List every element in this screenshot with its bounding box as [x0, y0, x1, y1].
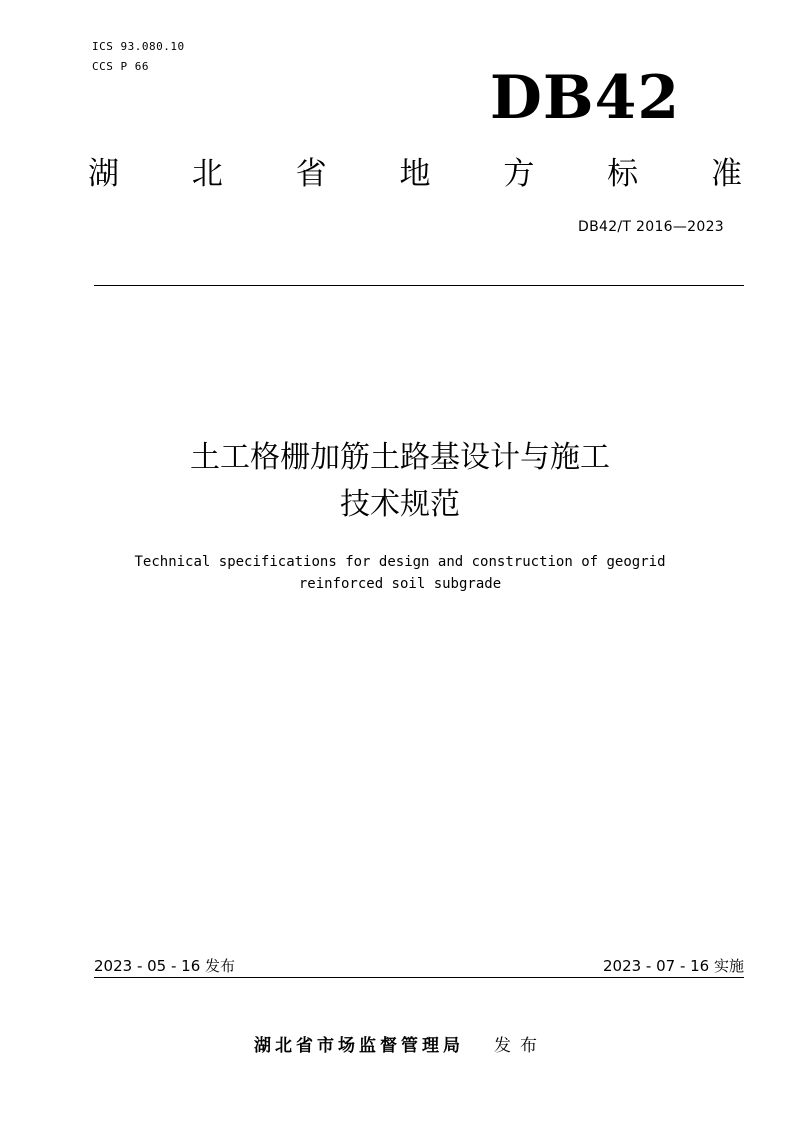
header-divider — [94, 285, 744, 286]
standard-number: DB42/T 2016—2023 — [578, 219, 724, 235]
title-cn-line1: 土工格栅加筋土路基设计与施工 — [190, 440, 610, 475]
ics-code: ICS 93.080.10 — [92, 40, 185, 53]
standard-type-heading — [88, 152, 742, 196]
db42-logo: DB42 — [489, 63, 681, 133]
standard-type-char: 标 — [607, 156, 639, 192]
standard-type-char: 北 — [191, 156, 223, 192]
standard-type-char: 湖 — [88, 156, 119, 192]
standard-type-char: 方 — [503, 156, 535, 192]
implementation-date: 2023 - 07 - 16 实施 — [602, 957, 744, 975]
ccs-code: CCS P 66 — [92, 60, 149, 73]
title-en-line2: reinforced soil subgrade — [298, 576, 502, 592]
publisher-line — [0, 1031, 800, 1056]
publisher-action: 发布 — [494, 1036, 546, 1056]
publisher-org: 湖北省市场监督管理局 — [254, 1036, 464, 1056]
standard-type-char: 地 — [399, 156, 431, 192]
date-divider — [94, 977, 744, 978]
title-en-line1: Technical specifications for design and construction of geogrid — [134, 554, 666, 570]
standard-type-char: 省 — [295, 156, 327, 192]
standard-type-char: 准 — [710, 156, 742, 192]
issue-date: 2023 - 05 - 16 发布 — [94, 957, 236, 975]
title-cn-line2: 技术规范 — [340, 487, 460, 522]
